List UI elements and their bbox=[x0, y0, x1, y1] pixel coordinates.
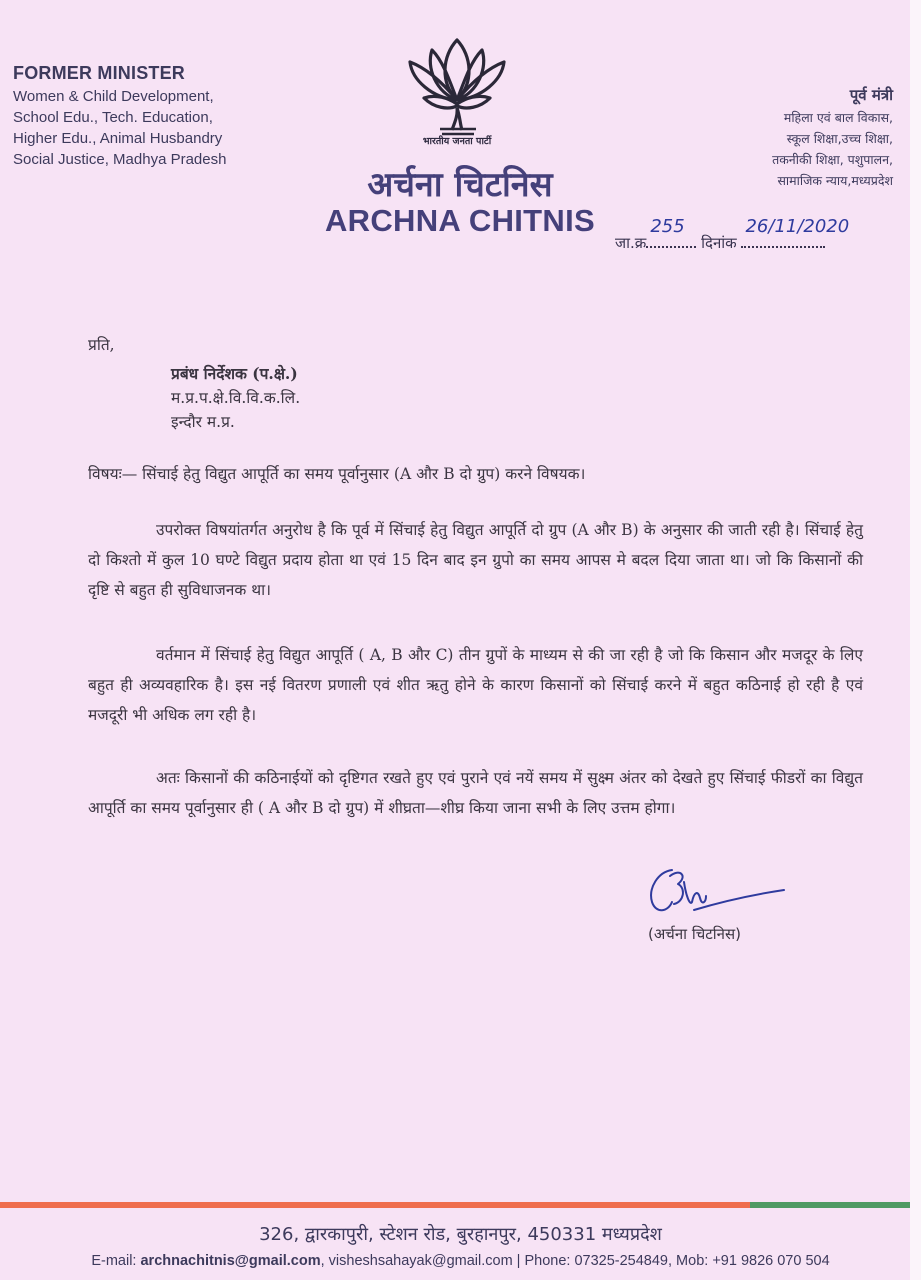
footer-stripe bbox=[0, 1202, 910, 1208]
former-minister-title-hindi: पूर्व मंत्री bbox=[849, 86, 893, 104]
email-primary[interactable]: archnachitnis@gmail.com bbox=[140, 1253, 321, 1269]
portfolio-line: School Edu., Tech. Education, bbox=[13, 109, 213, 126]
date-field bbox=[741, 216, 850, 248]
body-paragraph-2: वर्तमान में सिंचाई हेतु विद्युत आपूर्ति ( A, B और C) तीन ग्रुपों के माध्यम से की जा रही है जो कि किसान और मजदूर के लिए बहुत ही अव्यवहारिक है। इस नई वितरण प्रणाली एवं शीत ऋतु होने के कारण किसानों को सिंचाई करने में बहुत कठिनाई हो रही है एवं मजदूरी भी अधिक लग रही है। bbox=[88, 646, 863, 724]
recipient-designation: प्रबंध निर्देशक (प.क्षे.) bbox=[171, 364, 298, 383]
portfolio-line-hindi: महिला एवं बाल विकास, bbox=[783, 110, 893, 125]
page-edge bbox=[910, 0, 921, 1280]
signature-block bbox=[640, 862, 810, 944]
party-logo bbox=[392, 28, 522, 158]
ref-number-field bbox=[646, 216, 696, 248]
handwritten-signature-icon bbox=[644, 862, 794, 922]
portfolio-line-hindi: तकनीकी शिक्षा, पशुपालन, bbox=[772, 152, 893, 167]
email-label: E-mail: bbox=[91, 1253, 137, 1269]
letterhead-left bbox=[13, 63, 226, 170]
ref-number: 255 bbox=[650, 216, 685, 237]
date-value: 26/11/2020 bbox=[745, 216, 850, 237]
name-hindi: अर्चना चिटनिस bbox=[367, 165, 553, 205]
portfolio-line-hindi: स्कूल शिक्षा,उच्च शिक्षा, bbox=[786, 131, 893, 146]
subject-line: विषयः— सिंचाई हेतु विद्युत आपूर्ति का समय पूर्वानुसार (A और B दो ग्रुप) करने विषयक। bbox=[88, 465, 586, 483]
body-paragraph-3: अतः किसानों की कठिनाईयों को दृष्टिगत रखते हुए एवं पुराने एवं नयें समय में सुक्ष्म अंतर को देखते हुए सिंचाई फीडरों का विद्युत आपूर्ति का समय पूर्वानुसार ही ( A और B दो ग्रुप) में शीघ्रता—शीघ्र किया जाना सभी के लिए उत्तम होगा। bbox=[88, 769, 863, 817]
footer-contact bbox=[0, 1253, 921, 1269]
lotus-icon bbox=[402, 28, 512, 138]
body-paragraph-1: उपरोक्त विषयांतर्गत अनुरोध है कि पूर्व में सिंचाई हेतु विद्युत आपूर्ति दो ग्रुप (A और B) के अनुसार की जाती रही है। सिंचाई हेतु दो किश्तो में कुल 10 घण्टे विद्युत प्रदाय होता था एवं 15 दिन बाद इन ग्रुपो का समय आपस मे बदल दिया जाता था। जो कि किसानों की दृष्टि से बहुत ही सुविधाजनक था। bbox=[88, 521, 863, 599]
date-label: दिनांक bbox=[701, 234, 737, 252]
letterhead-right bbox=[772, 85, 893, 191]
portfolio-line: Women & Child Development, bbox=[13, 88, 214, 105]
reference-row bbox=[615, 216, 850, 253]
email-secondary[interactable]: , visheshsahayak@gmail.com bbox=[320, 1253, 513, 1269]
portfolio-line-hindi: सामाजिक न्याय,मध्यप्रदेश bbox=[777, 173, 893, 188]
recipient-block bbox=[88, 333, 863, 434]
signatory-name: (अर्चना चिटनिस) bbox=[648, 925, 741, 943]
party-name: भारतीय जनता पार्टी bbox=[422, 136, 492, 147]
to-label: प्रति, bbox=[88, 336, 115, 354]
name-english: ARCHNA CHITNIS bbox=[325, 203, 595, 238]
stripe-green bbox=[750, 1202, 910, 1208]
recipient-city: इन्दौर म.प्र. bbox=[171, 413, 235, 431]
stripe-orange bbox=[0, 1202, 750, 1208]
footer-address: 326, द्वारकापुरी, स्टेशन रोड, बुरहानपुर, 450331 मध्यप्रदेश bbox=[259, 1224, 662, 1245]
former-minister-title: FORMER MINISTER bbox=[13, 63, 185, 83]
ref-label: जा.क्र bbox=[615, 234, 647, 252]
recipient-organization: म.प्र.प.क्षे.वि.वि.क.लि. bbox=[171, 389, 301, 407]
phone-numbers: | Phone: 07325-254849, Mob: +91 9826 070 504 bbox=[512, 1253, 830, 1269]
portfolio-line: Social Justice, Madhya Pradesh bbox=[13, 151, 227, 168]
portfolio-line: Higher Edu., Animal Husbandry bbox=[13, 130, 223, 147]
